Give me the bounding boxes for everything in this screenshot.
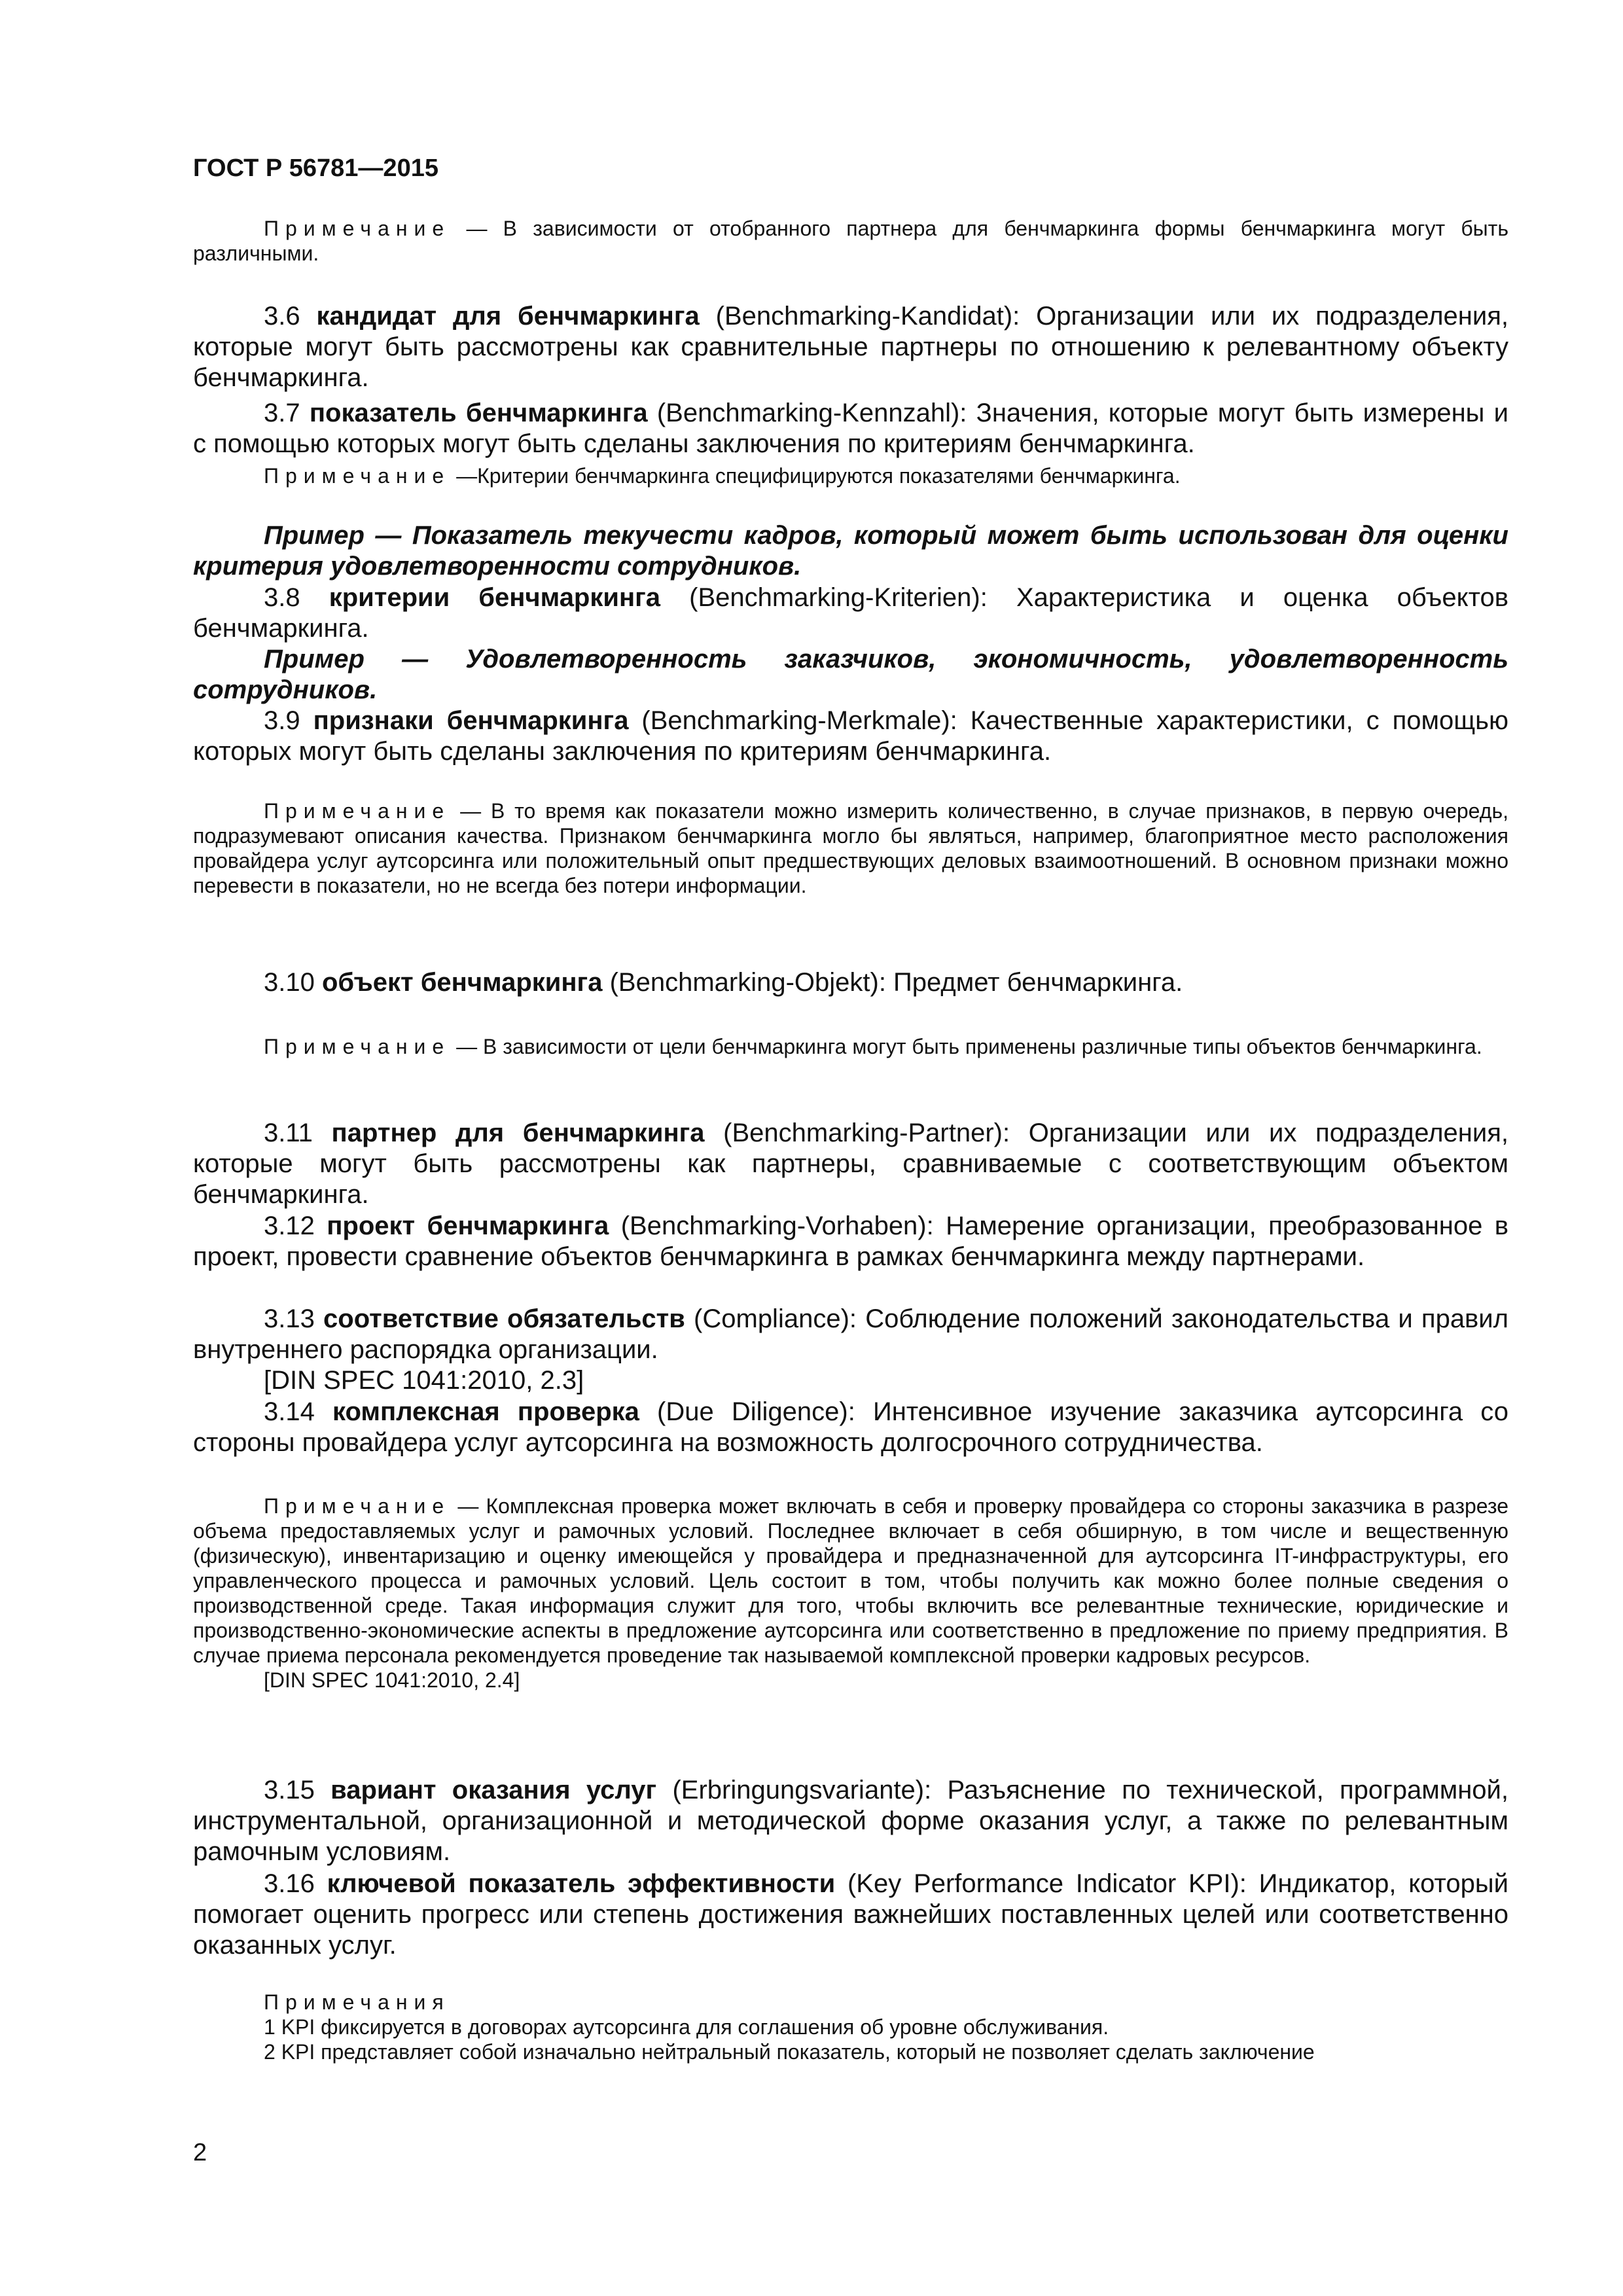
notes-list	[193, 1990, 1508, 2064]
term-name: комплексная проверка	[332, 1397, 639, 1426]
term-name: вариант оказания услуг	[330, 1776, 657, 1804]
term-name: признаки бенчмаркинга	[313, 706, 629, 735]
note-block	[193, 463, 1508, 488]
example-text: Пример — Удовлетворенность заказчиков, экономичность, удовлетворенность сотрудников.	[193, 645, 1508, 704]
page-number: 2	[193, 2139, 207, 2166]
example-text: Пример — Показатель текучести кадров, который может быть использован для оценки критерия удовлетворенности сотрудников.	[193, 521, 1508, 581]
term-definition: (Benchmarking-Kennzahl): Значения, которые могут быть измерены и с помощью которых могут быть сделаны заключения по критериям бенчмаркинга.	[193, 399, 1509, 458]
term-definition: (Erbringungsvariante): Разъяснение по технической, программной, инструментальной, организационной и методической форме оказания услуг, а также по релевантным рамочным условиям.	[193, 1776, 1508, 1866]
note-text: — В зависимости от отобранного партнера для бенчмаркинга формы бенчмаркинга могут быть различными.	[193, 217, 1508, 265]
note-block	[193, 216, 1508, 266]
term-definition: (Benchmarking-Objekt): Предмет бенчмаркинга.	[602, 968, 1183, 997]
note-label: Примечание	[264, 217, 451, 240]
note-text: — В то время как показатели можно измерить количественно, в случае признаков, в первую очередь, подразумевают описания качества. Признаком бенчмаркинга могло бы являться, например, благоприятное место расположения провайдера услуг аутсорсинга или положительный опыт предшествующих деловых взаимоотношений. В основном признаки можно перевести в показатели, но не всегда без потери информации.	[193, 799, 1508, 897]
term-number: 3.12	[264, 1211, 327, 1240]
note-block	[193, 798, 1508, 898]
term-definition: (Benchmarking-Kandidat): Организации или их подразделения, которые могут быть рассмотрены как сравнительные партнеры по отношению к релевантному объекту бенчмаркинга.	[193, 302, 1508, 392]
term-3-15	[193, 1775, 1508, 1867]
term-definition: (Benchmarking-Vorhaben): Намерение организации, преобразованное в проект, провести сравнение объектов бенчмаркинга в рамках бенчмаркинга между партнерами.	[193, 1211, 1509, 1271]
note-block	[193, 1494, 1508, 1693]
term-number: 3.15	[264, 1776, 331, 1804]
term-3-13	[193, 1304, 1508, 1396]
term-number: 3.7	[264, 399, 310, 427]
note-text: — Комплексная проверка может включать в себя и проверку провайдера со стороны заказчика в разрезе объема предоставляемых услуг и рамочных условий. Последнее включает в себя обширную, в том числе и вещественную (физическую), инвентаризацию и оценку имеющейся у провайдера и предназначенной для аутсорсинга IT-инфраструктуры, его управленческого процесса и рамочных условий. Цель состоит в том, чтобы получить как можно более полные сведения о производственной среде. Такая информация служит для того, чтобы включить все релевантные технические, юридические и производственно-экономические аспекты в предложение аутсорсинга или соответственно в предложение по приему предприятия. В случае приема персонала рекомендуется проведение так называемой комплексной проверки кадровых ресурсов.	[193, 1494, 1508, 1667]
list-item: 1 KPI фиксируется в договорах аутсорсинга для соглашения об уровне обслуживания.	[264, 2015, 1109, 2039]
note-label: Примечание	[264, 799, 451, 823]
list-item: 2 KPI представляет собой изначально нейтральный показатель, который не позволяет сделать заключение	[264, 2040, 1315, 2064]
note-text: — В зависимости от цели бенчмаркинга могут быть применены различные типы объектов бенчмаркинга.	[450, 1035, 1482, 1058]
notes-label: Примечания	[264, 1990, 450, 2014]
term-name: ключевой показатель эффективности	[327, 1869, 836, 1898]
term-definition: (Benchmarking-Merkmale): Качественные характеристики, с помощью которых могут быть сделаны заключения по критериям бенчмаркинга.	[193, 706, 1508, 766]
term-name: критерии бенчмаркинга	[329, 583, 661, 612]
note-label: Примечание	[264, 1494, 451, 1518]
term-name: кандидат для бенчмаркинга	[316, 302, 700, 331]
term-definition: (Benchmarking-Partner): Организации или их подразделения, которые могут быть рассмотрены как партнеры, сравниваемые с соответствующим объектом бенчмаркинга.	[193, 1119, 1508, 1209]
term-definition: (Key Performance Indicator KPI): Индикатор, который помогает оценить прогресс или степень достижения важнейших поставленных целей или соответственно оказанных услуг.	[193, 1869, 1508, 1960]
term-3-10	[193, 967, 1508, 998]
note-block	[193, 1034, 1508, 1059]
term-number: 3.9	[264, 706, 313, 735]
term-name: соответствие обязательств	[323, 1304, 685, 1333]
term-number: 3.14	[264, 1397, 332, 1426]
reference: [DIN SPEC 1041:2010, 2.4]	[264, 1668, 520, 1692]
term-name: показатель бенчмаркинга	[309, 399, 648, 427]
note-label: Примечание	[264, 1035, 451, 1058]
term-3-16	[193, 1869, 1508, 1961]
term-3-9	[193, 706, 1508, 767]
term-3-14	[193, 1397, 1508, 1458]
term-3-6	[193, 301, 1508, 393]
term-number: 3.11	[264, 1119, 332, 1147]
term-number: 3.13	[264, 1304, 324, 1333]
term-number: 3.8	[264, 583, 329, 612]
note-text: —Критерии бенчмаркинга специфицируются показателями бенчмаркинга.	[450, 464, 1181, 488]
term-3-8	[193, 583, 1508, 644]
term-definition: (Due Diligence): Интенсивное изучение заказчика аутсорсинга со стороны провайдера услуг аутсорсинга на возможность долгосрочного сотрудничества.	[193, 1397, 1508, 1457]
term-name: объект бенчмаркинга	[321, 968, 603, 997]
term-3-11	[193, 1118, 1508, 1210]
term-name: проект бенчмаркинга	[327, 1211, 609, 1240]
term-3-7	[193, 398, 1508, 459]
reference: [DIN SPEC 1041:2010, 2.3]	[264, 1366, 584, 1395]
term-number: 3.16	[264, 1869, 327, 1898]
term-number: 3.6	[264, 302, 317, 331]
term-definition: (Benchmarking-Kriterien): Характеристика и оценка объектов бенчмаркинга.	[193, 583, 1508, 643]
term-name: партнер для бенчмаркинга	[331, 1119, 705, 1147]
example-block	[193, 520, 1508, 582]
note-label: Примечание	[264, 464, 451, 488]
term-3-12	[193, 1211, 1508, 1272]
term-number: 3.10	[264, 968, 322, 997]
term-definition: (Compliance): Соблюдение положений законодательства и правил внутреннего распорядка организации.	[193, 1304, 1508, 1364]
example-block	[193, 644, 1508, 706]
document-header: ГОСТ Р 56781—2015	[193, 154, 438, 182]
